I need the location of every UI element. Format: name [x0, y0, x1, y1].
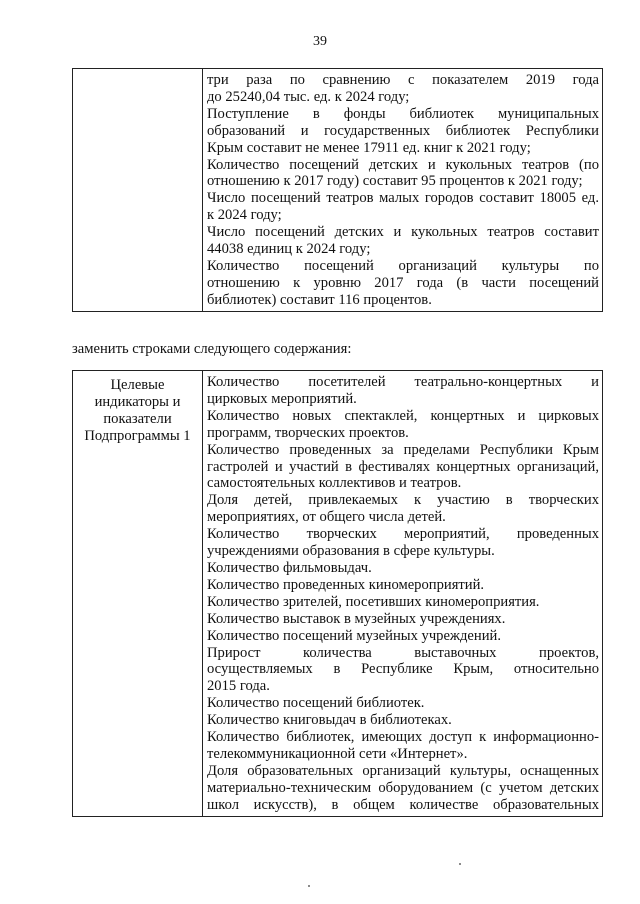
text-line: осуществляемых в Республике Крым, относительно [207, 661, 599, 678]
text-line: самостоятельных коллективов и театров. [207, 475, 462, 492]
table-text-cell [203, 69, 603, 312]
text-line: до 25240,04 тыс. ед. к 2024 году; [207, 88, 410, 105]
text-line: Количество проведенных за пределами Республики Крым [207, 441, 599, 458]
text-line: Крым составит не менее 17911 ед. книг к 2021 году; [207, 139, 531, 156]
indicators-table-new [72, 370, 603, 817]
text-line: отношению к уровню 2017 года (в части посещений [207, 274, 599, 291]
replacement-intro-text: заменить строками следующего содержания: [72, 341, 352, 357]
left-cell-line: показатели [103, 411, 172, 427]
table-row [73, 69, 603, 312]
text-line: Количество посещений организаций культуры по [207, 257, 599, 274]
text-line: мероприятиях, от общего числа детей. [207, 509, 446, 526]
text-line: отношению к 2017 году) составит 95 процентов к 2021 году; [207, 173, 583, 190]
text-line: цирковых мероприятий. [207, 390, 357, 407]
left-cell-line: Подпрограммы 1 [84, 428, 191, 444]
text-line: материально-техническим оборудованием (с учетом детских [207, 779, 599, 796]
table-left-cell-heading [73, 371, 203, 817]
text-line: гастролей и участий в фестивалях концертных организаций, [207, 458, 599, 475]
scan-speck [308, 885, 310, 887]
text-line: Количество творческих мероприятий, проведенных [207, 526, 599, 543]
indicators-table-old [72, 68, 603, 312]
text-line: Доля детей, привлекаемых к участию в творческих [207, 492, 599, 509]
text-line: Количество проведенных киномероприятий. [207, 576, 485, 593]
text-line: программ, творческих проектов. [207, 424, 409, 441]
left-cell-line: индикаторы и [94, 394, 181, 410]
text-line: Поступление в фонды библиотек муниципальных [207, 105, 599, 122]
text-line: Число посещений театров малых городов составит 18005 ед. [207, 190, 599, 207]
text-line: Прирост количества выставочных проектов, [207, 644, 599, 661]
page-number: 39 [313, 34, 327, 49]
text-line: Количество выставок в музейных учреждениях. [207, 610, 506, 627]
text-line: библиотек) составит 116 процентов. [207, 291, 432, 308]
text-line: Количество библиотек, имеющих доступ к информационно- [207, 729, 599, 746]
left-cell-line: Целевые [110, 377, 165, 393]
text-line: Количество посещений музейных учреждений. [207, 627, 501, 644]
text-line: учреждениями образования в сфере культуры. [207, 543, 495, 560]
text-line: Количество книговыдач в библиотеках. [207, 712, 452, 729]
table-left-cell-empty [73, 69, 203, 312]
text-line: Количество посещений библиотек. [207, 695, 425, 712]
text-line: Количество зрителей, посетивших киномероприятия. [207, 593, 540, 610]
text-line: три раза по сравнению с показателем 2019 года [207, 72, 599, 88]
text-line: Число посещений детских и кукольных театров составит [207, 224, 599, 241]
text-line: 2015 года. [207, 678, 270, 695]
text-line: Количество посетителей театрально-концертных и [207, 374, 599, 390]
scan-speck [459, 863, 461, 865]
text-line: телекоммуникационной сети «Интернет». [207, 745, 468, 762]
text-line: к 2024 году; [207, 207, 282, 224]
text-line: Количество посещений детских и кукольных театров (по [207, 156, 599, 173]
table-text-cell [203, 371, 603, 817]
text-line: Количество новых спектаклей, концертных и цирковых [207, 407, 599, 424]
text-line: Количество фильмовыдач. [207, 559, 372, 576]
text-line: Доля образовательных организаций культуры, оснащенных [207, 762, 599, 779]
text-line: школ искусств), в общем количестве образовательных [207, 796, 599, 813]
table-row [73, 371, 603, 817]
text-line: образований и государственных библиотек Республики [207, 122, 599, 139]
text-line: 44038 единиц к 2024 году; [207, 241, 371, 258]
